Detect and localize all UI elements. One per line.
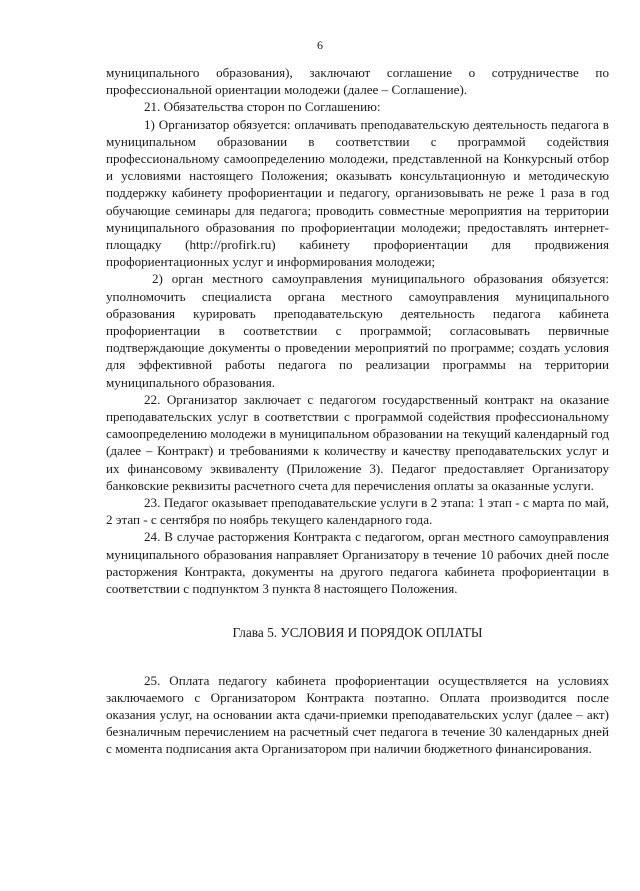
paragraph-21-2: 2) орган местного самоуправления муниципального образования обязуется: уполномочить специалиста органа местного самоуправления муниципального образования курировать преподавательскую деятельность педагога кабинета профориентации в соответствии с программой; согласовывать первичные подтверждающие документы о проведении мероприятий по программе; создать условия для эффективной работы педагога по реализации программы на территории муниципального образования. bbox=[106, 271, 609, 390]
paragraph-22: 22. Организатор заключает с педагогом государственный контракт на оказание преподавательских услуг в соответствии с программой содействия профессиональному самоопределению молодежи в муниципальном образовании на текущий календарный год (далее – Контракт) и требованиями к количеству и качеству преподавательских услуг и их финансовому эквиваленту (Приложение 3). Педагог предоставляет Организатору банковские реквизиты расчетного счета для перечисления оплаты за оказанные услуги. bbox=[106, 391, 609, 493]
paragraph-21-1: 1) Организатор обязуется: оплачивать преподавательскую деятельность педагога в муниципальном образовании в соответствии с программой содействия профессиональному самоопределению молодежи, представленной на Конкурсный отбор и условиями настоящего Положения; оказывать консультационную и методическую поддержку кабинету профориентации и педагогу, организовывать не реже 1 раза в год обучающие семинары для педагога; проводить совместные мероприятия на территории муниципального образования по профориентации молодежи; предоставлять интернет-площадку (http://profirk.ru) кабинету профориентации для продвижения профориентационных услуг и информирования молодежи; bbox=[106, 116, 609, 270]
document-body bbox=[106, 64, 609, 758]
paragraph-23: 23. Педагог оказывает преподавательские услуги в 2 этапа: 1 этап - с марта по май, 2 этап - с сентября по ноябрь текущего календарного года. bbox=[106, 495, 609, 528]
paragraph-21: 21. Обязательства сторон по Соглашению: bbox=[144, 99, 381, 115]
paragraph-intro: муниципального образования), заключают соглашение о сотрудничестве по профессиональной ориентации молодежи (далее – Соглашение). bbox=[106, 65, 609, 98]
chapter-heading: Глава 5. УСЛОВИЯ И ПОРЯДОК ОПЛАТЫ bbox=[232, 625, 483, 641]
paragraph-25: 25. Оплата педагогу кабинета профориентации осуществляется на условиях заключаемого с Организатором Контракта поэтапно. Оплата производится после оказания услуг, на основании акта сдачи-приемки преподавательских услуг (далее – акт) безналичным перечислением на расчетный счет педагога в течение 30 календарных дней с момента подписания акта Организатором при наличии бюджетного финансирования. bbox=[106, 672, 609, 757]
paragraph-24: 24. В случае расторжения Контракта с педагогом, орган местного самоуправления муниципального образования направляет Организатору в течение 10 рабочих дней после расторжения Контракта, документы на другого педагога кабинета профориентации в соответствии с подпунктом 3 пункта 8 настоящего Положения. bbox=[106, 529, 609, 597]
page-number: 6 bbox=[317, 38, 323, 52]
